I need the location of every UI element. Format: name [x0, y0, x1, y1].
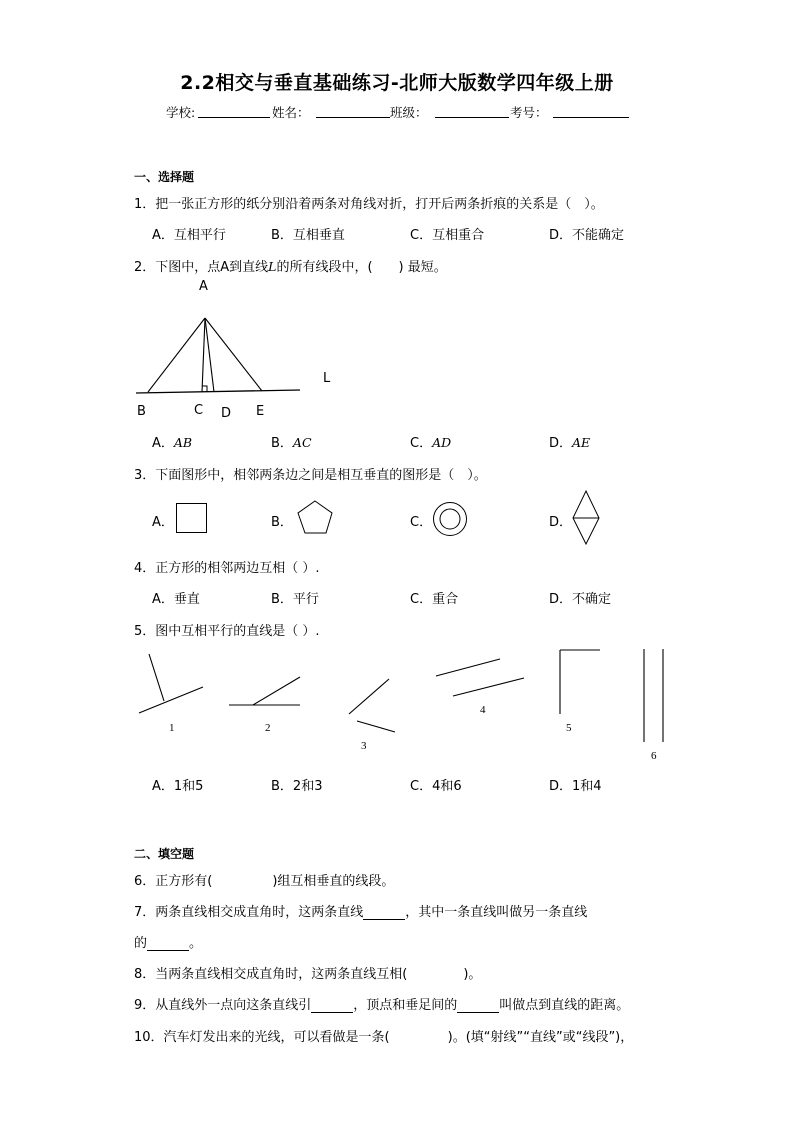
q2-point-c-label: C: [194, 403, 204, 418]
q1-option-a[interactable]: A．互相平行: [152, 228, 226, 243]
q5-figure-label: 1: [169, 722, 175, 734]
q5-option-a[interactable]: A．1和5: [152, 779, 204, 794]
q4-option-a[interactable]: A．垂直: [152, 592, 200, 607]
q5-figure-label: 5: [566, 722, 572, 734]
q4-option-d[interactable]: D．不确定: [549, 592, 612, 607]
q1-option-c[interactable]: C．互相重合: [410, 228, 485, 243]
question-9-text: 9．从直线外一点向这条直线引 ，顶点和垂足间的 叫做点到直线的距离。: [134, 998, 630, 1013]
q2-point-e-label: E: [256, 404, 265, 419]
q7-answer-blank-2[interactable]: [147, 937, 189, 951]
class-label: 班级：: [390, 105, 428, 120]
question-7-text-cont: 的 。: [134, 936, 203, 951]
q4-option-b[interactable]: B．平行: [271, 592, 319, 607]
question-6-text: 6．正方形有( )组互相垂直的线段。: [134, 874, 395, 889]
q5-figure-label: 6: [651, 750, 657, 762]
number-label: 考号：: [510, 105, 548, 120]
q2-point-d-label: D: [221, 406, 232, 421]
name-label: 姓名：: [272, 105, 310, 120]
q3-option-d[interactable]: D．: [549, 515, 573, 530]
section-heading-choice: 一、选择题: [134, 170, 195, 184]
question-1-text: 1．把一张正方形的纸分别沿着两条对角线对折，打开后两条折痕的关系是（ ）。: [134, 197, 604, 212]
q4-option-c[interactable]: C．重合: [410, 592, 459, 607]
q5-option-d[interactable]: D．1和4: [549, 779, 602, 794]
q5-figure-label: 2: [265, 722, 271, 734]
question-2-text: 2．下图中，点A到直线L的所有线段中，( ) 最短。: [134, 259, 447, 275]
question-7-text: 7．两条直线相交成直角时，这两条直线 ，其中一条直线叫做另一条直线: [134, 905, 588, 920]
school-label: 学校:: [166, 105, 196, 120]
q5-figure-label: 3: [361, 740, 367, 752]
q3-option-b[interactable]: B．: [271, 515, 293, 530]
q2-option-b[interactable]: B．AC: [271, 435, 312, 451]
q5-option-b[interactable]: B．2和3: [271, 779, 323, 794]
q9-answer-blank-2[interactable]: [457, 999, 499, 1013]
section-heading-fill: 二、填空题: [134, 847, 195, 861]
q7-answer-blank-1[interactable]: [363, 906, 405, 920]
q2-option-d[interactable]: D．AE: [549, 435, 591, 451]
q1-option-d[interactable]: D．不能确定: [549, 228, 625, 243]
q2-option-a[interactable]: A．AB: [152, 435, 193, 451]
q5-option-c[interactable]: C．4和6: [410, 779, 462, 794]
q3-option-a[interactable]: A．: [152, 515, 174, 530]
q3-option-c[interactable]: C．: [410, 515, 433, 530]
question-8-text: 8．当两条直线相交成直角时，这两条直线互相( )。: [134, 967, 482, 982]
question-4-text: 4．正方形的相邻两边互相（ ）.: [134, 561, 320, 576]
question-10-text: 10．汽车灯发出来的光线，可以看做是一条( )。(填“射线”“直线”或“线段”)，: [134, 1030, 634, 1045]
question-5-text: 5．图中互相平行的直线是（ ）.: [134, 624, 320, 639]
page-title: 2.2相交与垂直基础练习-北师大版数学四年级上册: [180, 72, 614, 94]
q2-point-b-label: B: [137, 404, 146, 419]
question-3-text: 3．下面图形中，相邻两条边之间是相互垂直的图形是（ ）。: [134, 468, 487, 483]
q1-option-b[interactable]: B．互相垂直: [271, 228, 345, 243]
q2-option-c[interactable]: C．AD: [410, 435, 452, 451]
q5-figure-label: 4: [480, 704, 486, 716]
q9-answer-blank-1[interactable]: [311, 999, 353, 1013]
q2-line-l-label: L: [323, 371, 331, 386]
q2-point-a-label: A: [199, 279, 208, 294]
